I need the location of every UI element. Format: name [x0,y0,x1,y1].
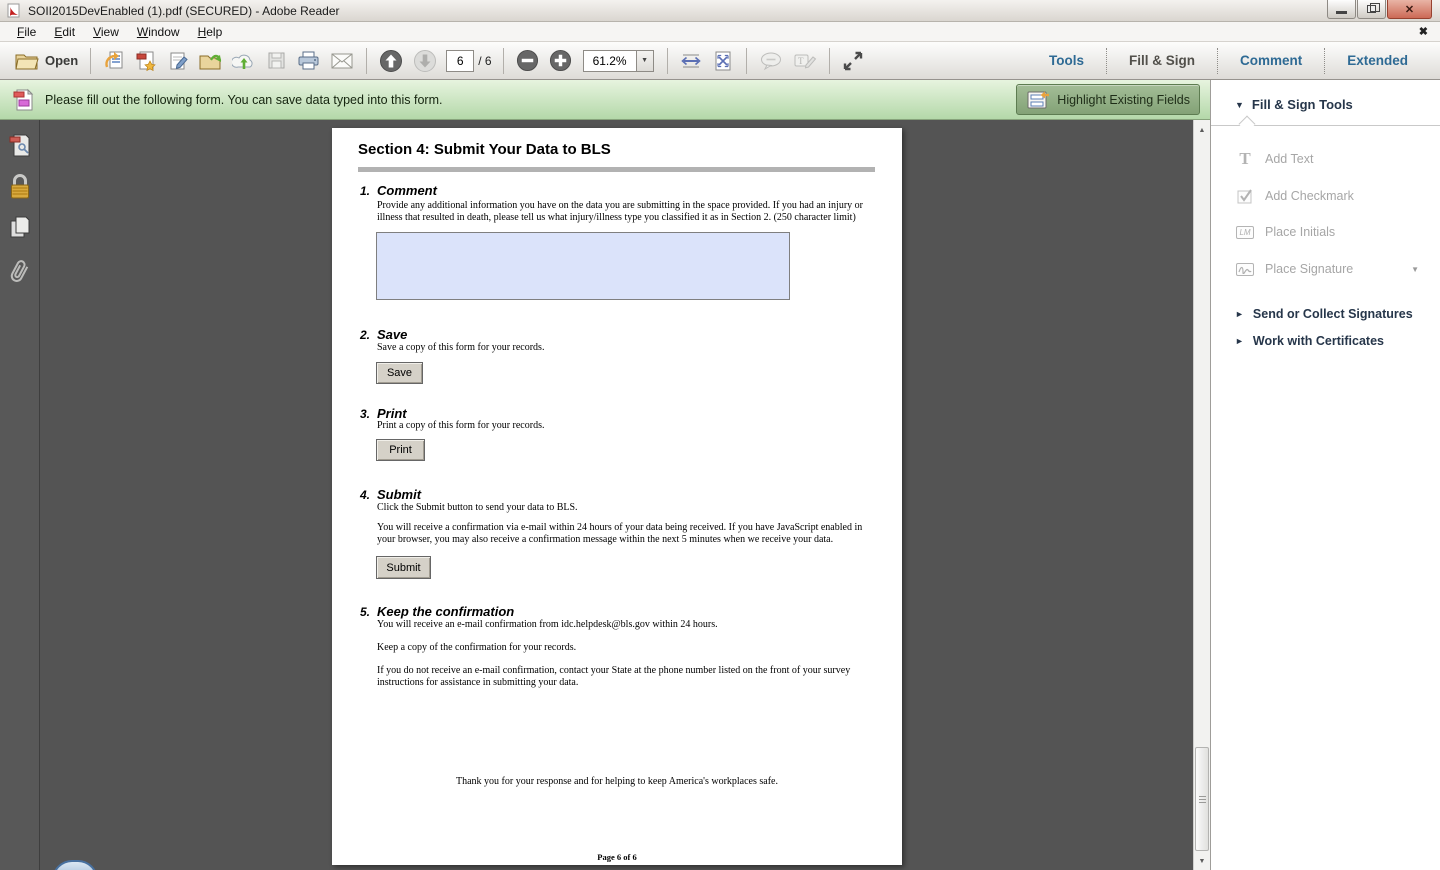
item-number: 3. [360,407,371,421]
export-pdf-button[interactable] [98,46,130,76]
zoom-in-icon [549,49,572,72]
item-body: Keep a copy of the confirmation for your records. [377,642,577,653]
item-number: 5. [360,605,371,619]
comment-tool-button[interactable] [754,46,788,76]
item-title-keep-confirmation: Keep the confirmation [377,604,515,619]
scroll-up-icon[interactable]: ▲ [1198,126,1206,134]
separator [503,48,504,74]
main-toolbar [0,42,1440,80]
pages-icon[interactable] [8,215,32,241]
restore-button[interactable] [1357,0,1386,19]
chevron-down-icon: ▼ [1235,99,1244,110]
create-pdf-button[interactable] [130,46,162,76]
vertical-scrollbar[interactable] [1193,120,1210,870]
place-initials-icon: LM [1235,226,1255,239]
next-page-button[interactable] [408,46,442,76]
fill-sign-tools-header[interactable] [1211,97,1353,112]
next-page-icon [413,49,437,73]
separator [366,48,367,74]
heading-rule [358,167,875,172]
send-file-button[interactable] [194,46,227,76]
item-body: You will receive an e-mail confirmation from idc.helpdesk@bls.gov within 24 hours. [377,619,718,630]
menu-window[interactable]: Window [136,24,180,39]
chevron-down-icon[interactable]: ▼ [1411,264,1419,274]
thank-you-text: Thank you for your response and for helping to keep America's workplaces safe. [456,776,778,787]
item-body: Print a copy of this form for your records. [377,420,545,431]
zoom-level-select[interactable] [583,50,654,72]
scroll-down-icon[interactable]: ▼ [1198,857,1206,865]
fit-width-button[interactable] [675,46,707,76]
highlight-existing-fields-button[interactable] [1016,84,1200,115]
save-button[interactable] [261,46,292,76]
work-with-certificates-section[interactable] [1211,334,1440,348]
pdf-print-button[interactable]: Print [376,439,425,461]
form-message-bar [0,80,1210,120]
item-number: 1. [360,184,371,198]
email-button[interactable] [325,46,359,76]
item-title-comment: Comment [377,183,437,198]
fullscreen-button[interactable] [837,46,869,76]
fit-page-icon [712,50,734,72]
navigation-sidebar [0,120,40,870]
menu-edit[interactable]: Edit [54,24,76,39]
separator [667,48,668,74]
pdf-page [332,128,902,865]
item-body: Click the Submit button to send your data to BLS. [377,502,578,513]
print-icon [297,50,320,71]
open-button-label: Open [45,53,79,68]
menu-bar [0,22,1440,42]
place-signature-label: Place Signature [1265,262,1354,276]
scrollbar-thumb[interactable] [1195,747,1209,851]
item-number: 2. [360,328,371,342]
item-number: 4. [360,488,371,502]
zoom-out-button[interactable] [511,46,544,76]
restore-icon [1367,5,1376,13]
item-body: Save a copy of this form for your records. [377,342,545,353]
separator [829,48,830,74]
form-icon [13,88,35,112]
comment-bubble-icon [759,51,783,71]
item-body: You will receive a confirmation via e-mail within 24 hours of your data being received. If you have JavaScript enabled in your browser, you may also receive a confirmation message within the next 5 minutes when we receive your data. [377,522,863,545]
section-heading: Section 4: Submit Your Data to BLS [358,141,611,158]
add-text-label: Add Text [1265,152,1314,166]
add-checkmark-tool[interactable] [1211,184,1440,208]
minimize-button[interactable] [1327,0,1356,19]
print-button[interactable] [292,46,325,76]
title-bar [0,0,1440,22]
chevron-right-icon: ► [1235,309,1244,319]
upload-cloud-icon [232,51,256,71]
fit-page-button[interactable] [707,46,739,76]
tab-tools[interactable]: Tools [1048,53,1084,68]
chevron-down-icon[interactable]: ▼ [636,51,653,71]
page-thumbnails-icon[interactable] [8,133,32,159]
export-pdf-icon [103,50,125,72]
email-icon [330,52,354,70]
item-body: If you do not receive an e-mail confirmation, contact your State at the phone number listed on the front of your survey instructions for assistance in submitting your data. [377,665,851,688]
annotate-tool-button[interactable] [788,46,822,76]
item-title-print: Print [377,406,407,421]
form-message-text: Please fill out the following form. You can save data typed into this form. [45,92,443,107]
close-icon: ✕ [1404,3,1415,16]
send-or-collect-signatures-section[interactable] [1211,307,1440,321]
separator [746,48,747,74]
place-signature-tool[interactable] [1211,257,1440,281]
add-checkmark-icon [1235,188,1255,204]
tab-comment[interactable]: Comment [1239,53,1303,68]
comment-field[interactable] [376,232,790,300]
fill-sign-tools-title: Fill & Sign Tools [1251,97,1353,112]
previous-page-button[interactable] [374,46,408,76]
page-number-label: Page 6 of 6 [597,852,637,862]
page-number-input[interactable] [446,50,474,72]
svg-text:T: T [797,55,804,66]
menu-view[interactable]: View [93,24,119,39]
place-initials-label: Place Initials [1265,225,1336,239]
highlight-existing-fields-label: Highlight Existing Fields [1057,92,1190,107]
fullscreen-icon [842,50,864,72]
upload-cloud-button[interactable] [227,46,261,76]
tab-fill-sign[interactable]: Fill & Sign [1128,53,1195,68]
place-signature-icon [1235,263,1255,276]
work-with-certificates-label: Work with Certificates [1252,334,1384,348]
item-title-save: Save [377,327,408,342]
security-lock-icon[interactable] [8,173,31,201]
chevron-right-icon: ► [1235,336,1244,346]
add-checkmark-label: Add Checkmark [1265,189,1354,203]
separator [90,48,91,74]
fill-sign-panel [1210,80,1440,870]
tab-extended[interactable]: Extended [1347,53,1408,68]
pdf-submit-button[interactable]: Submit [376,556,431,579]
open-button[interactable] [10,46,83,76]
create-pdf-icon [135,50,157,72]
add-text-icon: T [1239,149,1251,168]
previous-page-icon [379,49,403,73]
minimize-icon [1336,11,1347,14]
item-title-submit: Submit [377,487,422,502]
attachments-icon[interactable] [9,257,31,287]
send-folder-icon [199,51,222,71]
sign-document-button[interactable] [162,46,194,76]
item-body: Provide any additional information you have on the data you are submitting in the space provided. If you had an injury or illness that resulted in death, please tell us what injury/illness type you classified it as in Section 2. (250 character limit) [377,200,863,223]
adobe-pdf-icon [6,3,22,18]
send-or-collect-signatures-label: Send or Collect Signatures [1252,307,1413,321]
highlight-fields-icon [1026,90,1050,110]
save-icon [266,50,287,71]
zoom-level-value: 61.2% [592,53,627,68]
zoom-out-icon [516,49,539,72]
add-text-tool[interactable] [1211,147,1440,171]
scrollbar-grip [1199,796,1206,797]
sign-document-icon [167,50,189,72]
fit-width-icon [680,51,702,71]
pdf-save-button[interactable]: Save [376,362,423,384]
place-initials-tool[interactable] [1211,220,1440,244]
zoom-in-button[interactable] [544,46,577,76]
menu-file[interactable]: File [17,24,37,39]
panel-notch [1239,116,1256,133]
menu-help[interactable]: Help [197,24,223,39]
annotate-text-icon [793,51,817,71]
close-button[interactable] [1387,0,1432,19]
document-viewport[interactable] [41,120,1193,870]
menubar-close-icon[interactable]: ✖ [1418,26,1428,38]
window-title: SOII2015DevEnabled (1).pdf (SECURED) - Adobe Reader [28,3,340,18]
open-folder-icon [15,51,39,70]
page-total-label: / 6 [478,53,492,68]
